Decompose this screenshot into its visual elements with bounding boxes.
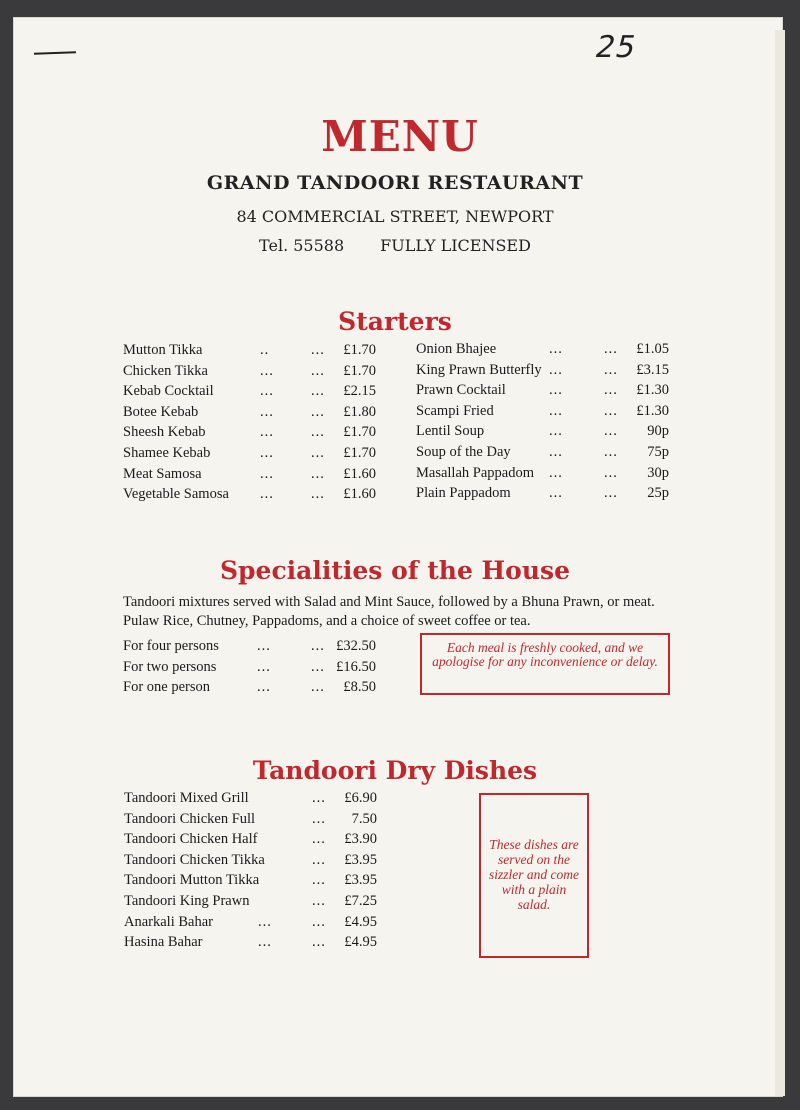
menu-item-name: Sheesh Kebab <box>123 424 206 441</box>
menu-item-name: Vegetable Samosa <box>123 486 229 503</box>
menu-item-name: Hasina Bahar <box>124 934 203 951</box>
menu-item-name: For one person <box>123 679 210 696</box>
starters-right-list <box>416 341 669 506</box>
menu-item <box>123 638 376 659</box>
menu-item-price: £3.95 <box>344 851 377 868</box>
leader-dots: ... <box>604 341 618 357</box>
leader-dots: ... <box>311 424 325 441</box>
menu-item-price: 30p <box>647 464 669 481</box>
menu-item-price: £16.50 <box>336 658 376 675</box>
leader-dots: ... <box>312 892 326 909</box>
menu-item-name: Mutton Tikka <box>123 342 203 358</box>
leader-dots: ... <box>311 444 325 461</box>
leader-dots: ... <box>257 658 271 675</box>
menu-item <box>123 659 376 680</box>
leader-dots: ... <box>260 486 274 503</box>
leader-dots: ... <box>260 383 274 400</box>
leader-dots: ... <box>312 872 326 889</box>
menu-item-name: For four persons <box>123 638 219 654</box>
leader-dots: ... <box>311 383 325 400</box>
menu-item-price: £3.15 <box>636 361 669 378</box>
leader-dots: ... <box>312 934 326 951</box>
leader-dots: ... <box>311 679 325 696</box>
leader-dots: ... <box>549 443 563 460</box>
leader-dots: ... <box>260 465 274 482</box>
menu-item <box>123 363 376 384</box>
menu-item <box>124 914 377 935</box>
leader-dots: ... <box>311 403 325 420</box>
leader-dots: ... <box>604 443 618 460</box>
leader-dots: ... <box>604 485 618 502</box>
leader-dots: ... <box>312 810 326 827</box>
menu-item-price: £2.15 <box>343 383 376 400</box>
menu-item <box>124 934 377 955</box>
menu-item-name: Kebab Cocktail <box>123 383 214 400</box>
leader-dots: ... <box>312 831 326 848</box>
menu-item-price: 25p <box>647 485 669 502</box>
menu-item-name: Lentil Soup <box>416 423 485 440</box>
menu-item-price: £32.50 <box>336 638 376 654</box>
leader-dots: ... <box>312 851 326 868</box>
restaurant-name: GRAND TANDOORI RESTAURANT <box>206 172 584 194</box>
menu-item-price: £1.30 <box>636 402 669 419</box>
menu-item <box>123 486 376 507</box>
leader-dots: ... <box>604 382 618 399</box>
leader-dots: ... <box>311 486 325 503</box>
menu-item-price: £1.70 <box>343 424 376 441</box>
leader-dots: ... <box>549 402 563 419</box>
menu-item-price: £4.95 <box>344 913 377 930</box>
contact-line <box>0 236 790 255</box>
menu-item-name: Tandoori Chicken Half <box>124 831 258 848</box>
leader-dots: ... <box>311 362 325 379</box>
license-status: FULLY LICENSED <box>380 236 531 255</box>
leader-dots: .. <box>260 342 270 358</box>
menu-item <box>416 403 669 424</box>
menu-item-price: 90p <box>647 423 669 440</box>
menu-item-price: £7.25 <box>344 892 377 909</box>
leader-dots: ... <box>311 658 325 675</box>
menu-item <box>124 790 377 811</box>
leader-dots: ... <box>260 424 274 441</box>
menu-item <box>124 852 377 873</box>
menu-item <box>123 466 376 487</box>
leader-dots: ... <box>549 423 563 440</box>
menu-item-name: Tandoori Mutton Tikka <box>124 872 260 889</box>
leader-dots: ... <box>258 934 272 951</box>
menu-item <box>123 342 376 363</box>
fresh-cooking-notice: Each meal is freshly cooked, and we apologise for any inconvenience or delay. <box>420 633 670 695</box>
menu-item-price: £1.60 <box>343 465 376 482</box>
menu-item <box>416 465 669 486</box>
menu-item <box>123 404 376 425</box>
leader-dots: ... <box>260 403 274 420</box>
menu-item <box>123 445 376 466</box>
leader-dots: ... <box>311 465 325 482</box>
menu-item <box>416 382 669 403</box>
menu-item-price: £6.90 <box>344 790 377 806</box>
starters-left-list <box>123 342 376 507</box>
menu-item-name: Botee Kebab <box>123 403 199 420</box>
menu-item-name: Masallah Pappadom <box>416 464 534 481</box>
phone-number: Tel. 55588 <box>259 236 345 255</box>
restaurant-address: 84 COMMERCIAL STREET, NEWPORT <box>236 207 554 226</box>
leader-dots: ... <box>549 485 563 502</box>
leader-dots: ... <box>312 913 326 930</box>
specialities-description: Tandoori mixtures served with Salad and Mint Sauce, followed by a Bhuna Prawn, or meat. Pulaw Rice, Chutney, Pappadoms, and a choice of sweet coffee or tea. <box>123 594 655 629</box>
leader-dots: ... <box>258 913 272 930</box>
menu-item-name: Tandoori Chicken Full <box>124 810 256 827</box>
menu-item <box>416 444 669 465</box>
leader-dots: ... <box>311 638 325 654</box>
menu-item <box>416 341 669 362</box>
menu-item-price: £1.70 <box>343 342 376 358</box>
menu-item-price: £4.95 <box>344 934 377 951</box>
leader-dots: ... <box>257 679 271 696</box>
menu-item-name: Onion Bhajee <box>416 341 497 357</box>
dry-dishes-heading: Tandoori Dry Dishes <box>252 756 538 785</box>
leader-dots: ... <box>549 382 563 399</box>
menu-item <box>123 679 376 700</box>
menu-item-name: Scampi Fried <box>416 402 494 419</box>
leader-dots: ... <box>257 638 271 654</box>
menu-item-name: Soup of the Day <box>416 443 511 460</box>
menu-item-name: Plain Pappadom <box>416 485 511 502</box>
sizzler-notice: These dishes are served on the sizzler and come with a plain salad. <box>479 793 589 958</box>
menu-item-name: Tandoori Mixed Grill <box>124 790 249 806</box>
menu-item-name: Tandoori King Prawn <box>124 892 250 909</box>
menu-item-name: Chicken Tikka <box>123 362 208 379</box>
specialities-list <box>123 638 376 700</box>
menu-item-name: Shamee Kebab <box>123 444 211 461</box>
menu-item <box>416 485 669 506</box>
leader-dots: ... <box>549 464 563 481</box>
menu-item-price: £1.05 <box>636 341 669 357</box>
leader-dots: ... <box>549 361 563 378</box>
menu-item-name: Prawn Cocktail <box>416 382 506 399</box>
menu-item <box>124 831 377 852</box>
menu-item-price: £1.60 <box>343 486 376 503</box>
menu-item-price: 7.50 <box>351 810 377 827</box>
menu-item-price: £3.90 <box>344 831 377 848</box>
starters-heading: Starters <box>338 307 452 336</box>
menu-item <box>124 872 377 893</box>
menu-item-price: £3.95 <box>344 872 377 889</box>
leader-dots: ... <box>312 790 326 806</box>
leader-dots: ... <box>604 464 618 481</box>
leader-dots: ... <box>260 444 274 461</box>
menu-item <box>123 383 376 404</box>
leader-dots: ... <box>311 342 325 358</box>
menu-item <box>123 424 376 445</box>
menu-item-price: £1.80 <box>343 403 376 420</box>
menu-item <box>124 811 377 832</box>
menu-item-name: Anarkali Bahar <box>124 913 213 930</box>
leader-dots: ... <box>260 362 274 379</box>
menu-item-name: King Prawn Butterfly <box>416 361 542 378</box>
leader-dots: ... <box>604 423 618 440</box>
specialities-heading: Specialities of the House <box>220 556 570 585</box>
menu-title: MENU <box>321 112 479 161</box>
menu-item-price: £1.70 <box>343 362 376 379</box>
menu-item <box>124 893 377 914</box>
menu-item-price: £1.70 <box>343 444 376 461</box>
leader-dots: ... <box>549 341 563 357</box>
dry-dishes-list <box>124 790 377 955</box>
leader-dots: ... <box>604 402 618 419</box>
menu-item-name: Meat Samosa <box>123 465 202 482</box>
menu-item-name: Tandoori Chicken Tikka <box>124 851 265 868</box>
leader-dots: ... <box>604 361 618 378</box>
menu-item-price: 75p <box>647 443 669 460</box>
menu-item-name: For two persons <box>123 658 217 675</box>
menu-item <box>416 423 669 444</box>
menu-item-price: £1.30 <box>636 382 669 399</box>
menu-item <box>416 362 669 383</box>
page-number: 25 <box>591 30 641 65</box>
menu-item-price: £8.50 <box>343 679 376 696</box>
